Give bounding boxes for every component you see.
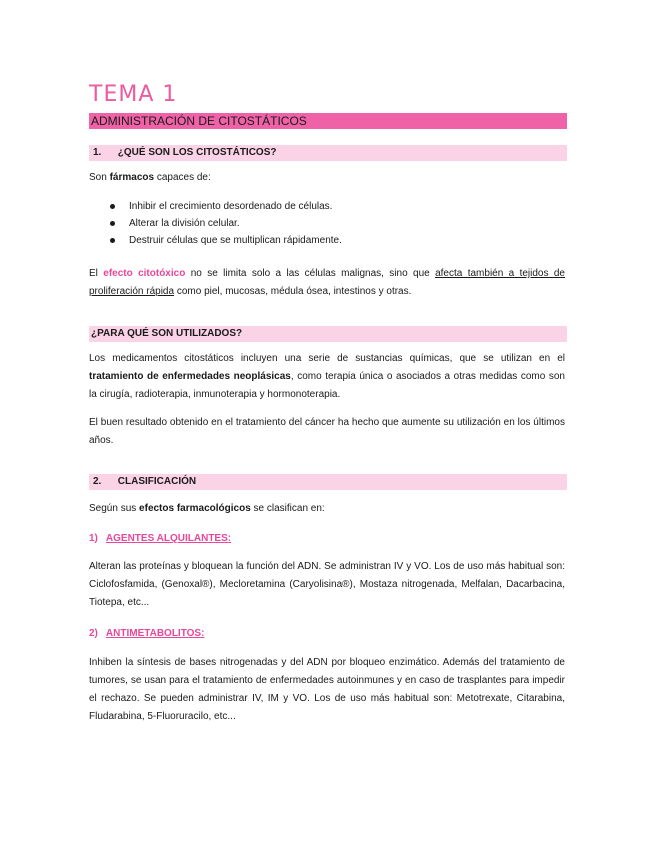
- uses-paragraph-2: El buen resultado obtenido en el tratamiento del cáncer ha hecho que aumente su utilización en los últimos años.: [89, 417, 565, 446]
- bullet-icon: [110, 204, 115, 209]
- list-item-text: Alterar la división celular.: [129, 218, 240, 229]
- list-item: [110, 215, 342, 232]
- section2-heading-band: [89, 474, 567, 490]
- intro-bold: fármacos: [109, 172, 155, 183]
- uses-text: Los medicamentos citostáticos incluyen una serie de sustancias químicas, que se utilizan en el: [89, 353, 565, 364]
- section1-number: 1.: [93, 147, 102, 158]
- section2-heading: CLASIFICACIÓN: [117, 476, 197, 487]
- section2-intro: [89, 500, 565, 518]
- section1-heading: ¿QUÉ SON LOS CITOSTÁTICOS?: [117, 147, 277, 158]
- uses-heading-band: [89, 326, 567, 342]
- bullet-icon: [110, 221, 115, 226]
- sub1-number: 1): [89, 533, 98, 544]
- effect-underline-2: proliferación rápida: [89, 286, 175, 297]
- uses-heading: ¿PARA QUÉ SON UTILIZADOS?: [91, 328, 243, 339]
- list-item: [110, 198, 342, 215]
- list-item: [110, 232, 342, 249]
- section2-intro-text: Según sus: [89, 503, 140, 514]
- section1-intro: [89, 169, 565, 187]
- subheading-alquilantes: [89, 533, 231, 544]
- uses-text-end: , como terapia única o asociados a otras medidas como son la cirugía, radioterapia, inmunoterapia y hormonoterapia.: [89, 371, 565, 400]
- bullet-icon: [110, 238, 115, 243]
- intro-text-end: capaces de:: [154, 172, 211, 183]
- subheading-antimetabolitos: [89, 628, 204, 639]
- alquilantes-paragraph: Alteran las proteínas y bloquean la función del ADN. Se administran IV y VO. Los de uso más habitual son: Ciclofosfamida, (Genoxal®), Mecloretamina (Caryolisina®), Mostaza nitrogenada, Melfalan, Dacarbacina, Tiotepa, etc...: [89, 561, 565, 608]
- uses-paragraph-1: [89, 350, 565, 404]
- list-item-text: Inhibir el crecimiento desordenado de células.: [129, 201, 333, 212]
- effect-underline-1: afecta también a tejidos de: [435, 268, 565, 279]
- bullet-list: [110, 198, 342, 249]
- section2-intro-bold: efectos farmacológicos: [139, 503, 251, 514]
- sub1-label: AGENTES ALQUILANTES:: [105, 533, 232, 544]
- section2-intro-end: se clasifican en:: [250, 503, 325, 514]
- list-item-text: Destruir células que se multiplican rápidamente.: [129, 235, 342, 246]
- antimetabolitos-paragraph: Inhiben la síntesis de bases nitrogenadas y del ADN por bloqueo enzimático. Además del tratamiento de tumores, se usan para el tratamiento de enfermedades autoinmunes y en caso de trasplantes para impedir el rechazo. Se pueden administrar IV, IM y VO. Los de uso más habitual son: Metotrexate, Citarabina, Fludarabina, 5-Fluoruracilo, etc...: [89, 657, 565, 722]
- effect-highlight: efecto citotóxico: [103, 268, 186, 279]
- sub2-number: 2): [89, 628, 98, 639]
- section2-number: 2.: [93, 476, 102, 487]
- uses-bold: tratamiento de enfermedades neoplásicas: [89, 371, 291, 382]
- main-heading: ADMINISTRACIÓN DE CITOSTÁTICOS: [89, 113, 567, 129]
- effect-text-end: como piel, mucosas, médula ósea, intestinos y otras.: [174, 286, 412, 297]
- intro-text: Son: [89, 172, 110, 183]
- sub2-label: ANTIMETABOLITOS:: [105, 628, 205, 639]
- section1-heading-band: [89, 145, 567, 161]
- effect-paragraph: [89, 265, 565, 301]
- effect-text: El: [89, 268, 104, 279]
- page-title: TEMA 1: [89, 82, 178, 107]
- effect-text-mid: no se limita solo a las células malignas, sino que: [185, 268, 436, 279]
